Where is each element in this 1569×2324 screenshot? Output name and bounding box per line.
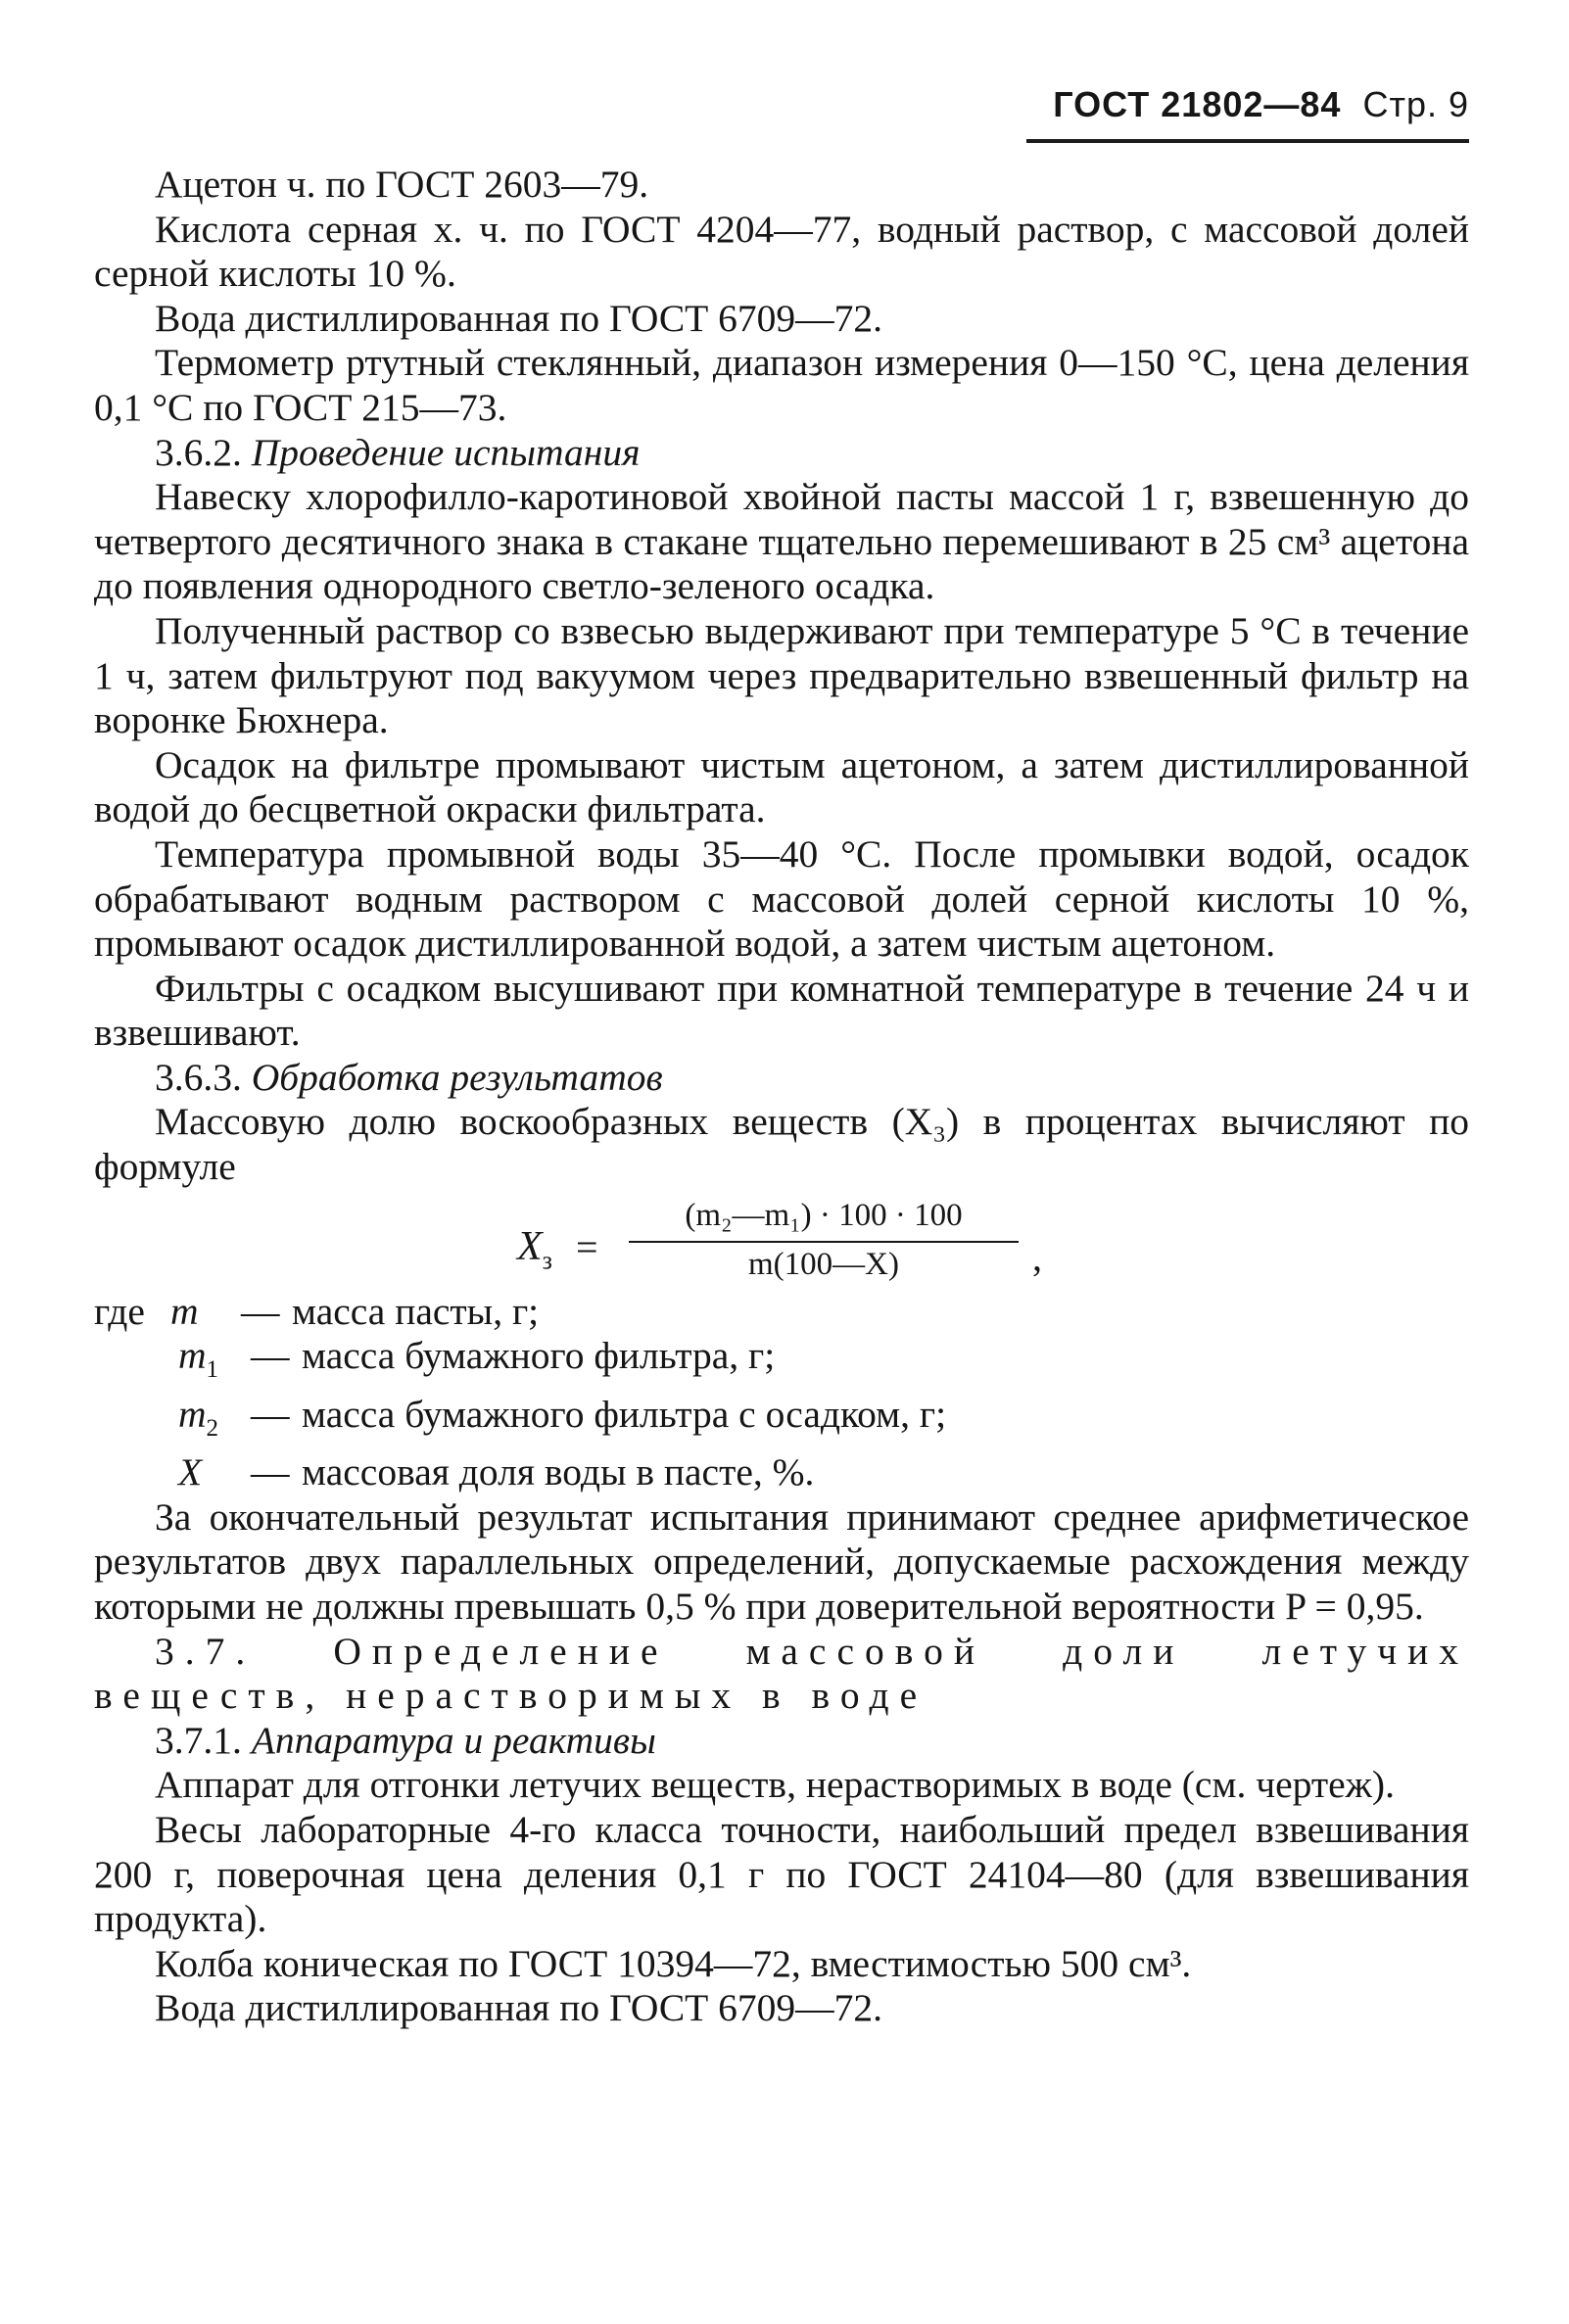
legend-symbol: $m_1$ xyxy=(178,1334,219,1384)
legend-dash: — xyxy=(251,1392,290,1436)
section-3-6-3-heading xyxy=(94,1056,1469,1101)
legend-symbol: $m_2$ xyxy=(178,1392,219,1442)
paragraph-acetone: Ацетон ч. по ГОСТ 2603—79. xyxy=(155,163,649,206)
legend-dash: — xyxy=(251,1334,290,1378)
section-title: Проведение испытания xyxy=(251,430,641,474)
section-title: Обработка результатов xyxy=(251,1055,663,1099)
formula-comma: , xyxy=(1032,1234,1042,1279)
paragraph-wash: Осадок на фильтре промывают чистым ацетоном, а затем дистиллированной водой до бесцветной окраски фильтрата. xyxy=(94,742,1469,831)
section-number: 3.6.3. xyxy=(155,1055,242,1099)
paragraph-calculation: Массовую долю воскообразных веществ (X₃) в процентах вычисляют по формуле xyxy=(94,1100,1469,1189)
section-number: 3.7.1. xyxy=(155,1718,242,1762)
legend-description: массовая доля воды в пасте, %. xyxy=(302,1450,815,1494)
page-body xyxy=(94,163,1469,2031)
formula-denominator: m(100—X) xyxy=(748,1246,899,1282)
paragraph-drying: Фильтры с осадком высушивают при комнатной температуре в течение 24 ч и взвешивают. xyxy=(94,966,1469,1055)
legend-dash: — xyxy=(241,1289,280,1333)
formula-lhs: $X_з$ xyxy=(517,1223,552,1275)
section-3-7-1-heading xyxy=(94,1719,1469,1764)
section-3-6-2-heading xyxy=(94,431,1469,476)
paragraph-sulfuric-acid: Кислота серная х. ч. по ГОСТ 4204—77, водный раствор, с массовой долей серной кислоты 10 %. xyxy=(94,207,1469,296)
legend-description: масса пасты, г; xyxy=(292,1289,540,1333)
legend-m xyxy=(94,1290,1469,1335)
paragraph-wash-temperature: Температура промывной воды 35—40 °С. После промывки водой, осадок обрабатывают водным раствором с массовой долей серной кислоты 10 %, промывают осадок дистиллированной водой, а затем чистым ацетоном. xyxy=(94,831,1469,966)
header-rule xyxy=(1026,139,1469,143)
paragraph-distilled-water: Вода дистиллированная по ГОСТ 6709—72. xyxy=(155,296,883,340)
paragraph-apparatus: Аппарат для отгонки летучих веществ, нерастворимых в воде (см. чертеж). xyxy=(155,1763,1395,1807)
formula-equals: = xyxy=(576,1224,598,1269)
formula xyxy=(94,1190,1469,1290)
paragraph-scales: Весы лабораторные 4-го класса точности, наибольший предел взвешивания 200 г, поверочная цена деления 0,1 г по ГОСТ 24104—80 (для взвешивания продукта). xyxy=(94,1807,1469,1941)
legend-where: где xyxy=(94,1289,145,1333)
legend-symbol: m xyxy=(170,1289,199,1333)
legend-x xyxy=(94,1450,1469,1495)
legend-description: масса бумажного фильтра с осадком, г; xyxy=(302,1392,947,1436)
running-header xyxy=(94,84,1469,125)
legend-description: масса бумажного фильтра, г; xyxy=(302,1334,776,1378)
legend-symbol: X xyxy=(178,1450,203,1494)
paragraph-sample: Навеску хлорофилло-каротиновой хвойной пасты массой 1 г, взвешенную до четвертого десятичного знака в стакане тщательно перемешивают в 25 см³ ацетона до появления однородного светло-зеленого осадка. xyxy=(94,475,1469,608)
section-3-7-heading: 3.7. Определение массовой доли летучих веществ, нерастворимых в воде xyxy=(94,1629,1469,1718)
standard-number: ГОСТ 21802—84 xyxy=(1053,84,1342,124)
page-number: Стр. 9 xyxy=(1362,84,1469,124)
paragraph-flask: Колба коническая по ГОСТ 10394—72, вместимостью 500 см³. xyxy=(155,1941,1192,1985)
formula-numerator: (m₂—m₁) · 100 · 100 xyxy=(685,1197,963,1233)
legend-dash: — xyxy=(251,1450,290,1494)
paragraph-distilled-water-2: Вода дистиллированная по ГОСТ 6709—72. xyxy=(155,1986,883,2030)
legend-m2 xyxy=(94,1393,1469,1450)
section-title: Аппаратура и реактивы xyxy=(251,1718,656,1762)
paragraph-thermometer: Термометр ртутный стеклянный, диапазон измерения 0—150 °С, цена деления 0,1 °С по ГОСТ 215—73. xyxy=(94,341,1469,429)
paragraph-final-result: За окончательный результат испытания принимают среднее арифметическое результатов двух параллельных определений, допускаемые расхождения между которыми не должны превышать 0,5 % при доверительной вероятности P = 0,95. xyxy=(94,1494,1469,1628)
legend-m1 xyxy=(94,1334,1469,1392)
paragraph-solution: Полученный раствор со взвесью выдерживают при температуре 5 °С в течение 1 ч, затем фильтруют под вакуумом через предварительно взвешенный фильтр на воронке Бюхнера. xyxy=(94,608,1469,742)
section-number: 3.6.2. xyxy=(155,430,242,474)
